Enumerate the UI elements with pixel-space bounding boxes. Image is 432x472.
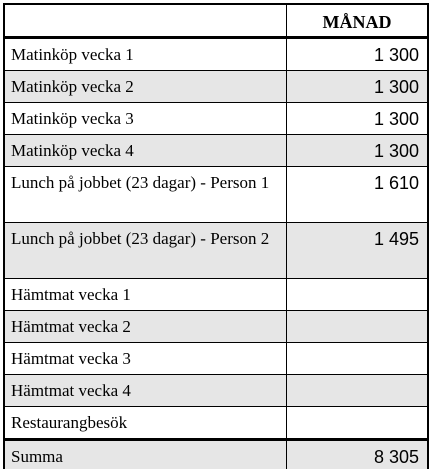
row-label: Hämtmat vecka 1 xyxy=(5,279,287,310)
row-label: Hämtmat vecka 4 xyxy=(5,375,287,406)
row-label: Matinköp vecka 1 xyxy=(5,39,287,70)
row-label: Matinköp vecka 4 xyxy=(5,135,287,166)
row-label: Hämtmat vecka 2 xyxy=(5,311,287,342)
row-label: Restaurangbesök xyxy=(5,407,287,438)
table-row xyxy=(5,311,427,343)
header-empty-cell xyxy=(5,5,287,36)
table-row xyxy=(5,407,427,439)
row-value: 1 300 xyxy=(373,109,419,129)
table-row xyxy=(5,103,427,135)
row-label: Hämtmat vecka 3 xyxy=(5,343,287,374)
budget-table xyxy=(3,3,429,469)
table-row xyxy=(5,343,427,375)
row-label: Lunch på jobbet (23 dagar) - Person 2 xyxy=(5,223,287,278)
summary-row xyxy=(5,439,427,469)
row-value: 1 300 xyxy=(373,141,419,161)
row-label: Matinköp vecka 2 xyxy=(5,71,287,102)
row-value: 1 610 xyxy=(373,173,419,193)
table-row xyxy=(5,375,427,407)
table-header-row xyxy=(5,5,427,39)
row-label: Lunch på jobbet (23 dagar) - Person 1 xyxy=(5,167,287,222)
row-value xyxy=(287,375,427,406)
summary-label: Summa xyxy=(5,441,287,469)
table-row xyxy=(5,279,427,311)
table-row xyxy=(5,223,427,279)
summary-value: 8 305 xyxy=(373,447,419,467)
row-label: Matinköp vecka 3 xyxy=(5,103,287,134)
table-row xyxy=(5,71,427,103)
row-value: 1 300 xyxy=(373,45,419,65)
row-value xyxy=(287,343,427,374)
table-row xyxy=(5,135,427,167)
row-value xyxy=(287,407,427,438)
row-value xyxy=(287,279,427,310)
row-value: 1 495 xyxy=(373,229,419,249)
row-value: 1 300 xyxy=(373,77,419,97)
row-value xyxy=(287,311,427,342)
table-row xyxy=(5,167,427,223)
table-row xyxy=(5,39,427,71)
header-month-cell: MÅNAD xyxy=(322,12,392,32)
